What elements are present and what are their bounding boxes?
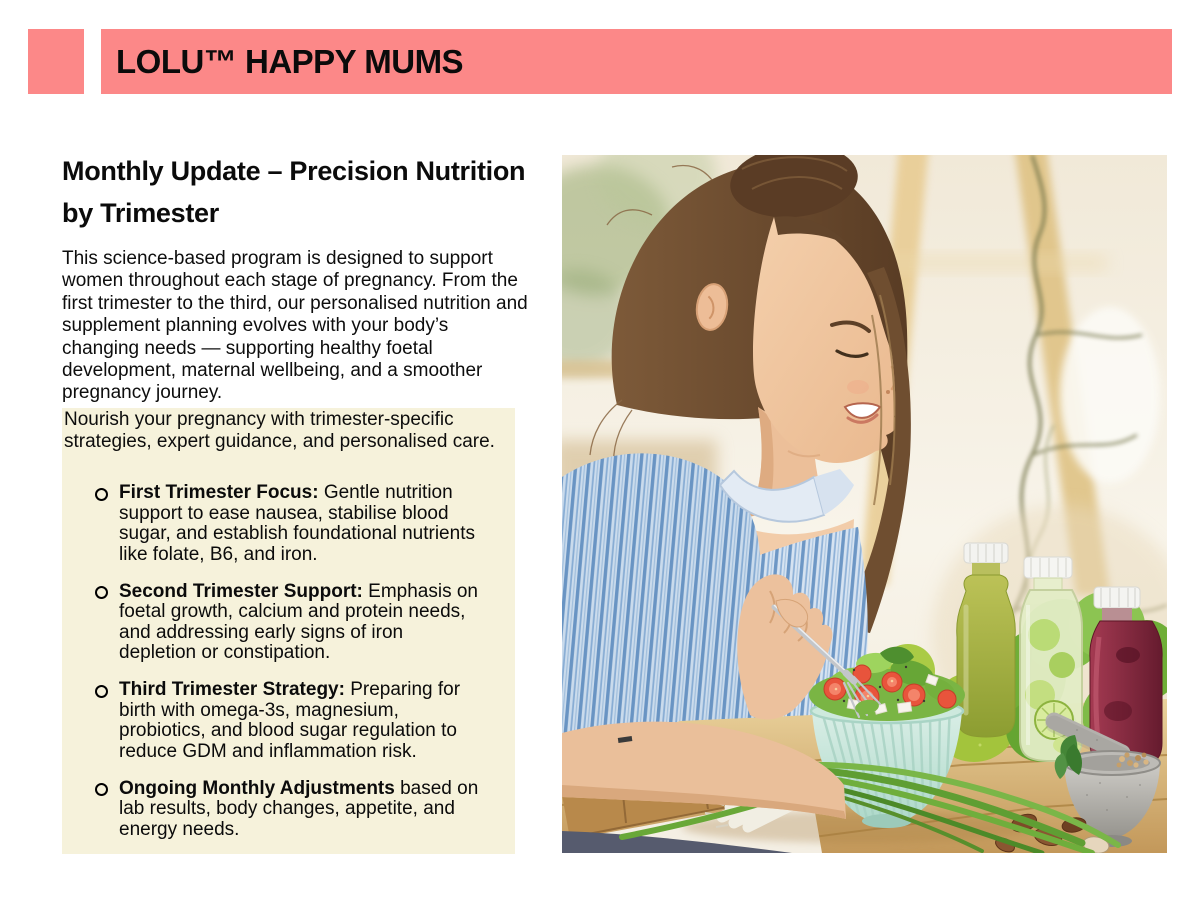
bullet-body-text: based on lab results, body changes, appetite, and energy needs. xyxy=(119,777,479,840)
brand-title: LOLU™ HAPPY MUMS xyxy=(116,42,464,80)
bullet-circle-icon xyxy=(95,783,108,796)
header-accent-square xyxy=(28,29,84,94)
bullet-body-text: Preparing for birth with omega-3s, magnesium, probiotics, and blood sugar regulation to reduce GDM and inflammation risk. xyxy=(119,679,461,762)
bullet-body-text: Gentle nutrition support to ease nausea, stabilise blood sugar, and establish foundational nutrients like folate, B6, and iron. xyxy=(119,482,475,565)
bullet-circle-icon xyxy=(95,685,108,698)
bullet-circle-icon xyxy=(95,488,108,501)
list-item xyxy=(119,680,484,762)
page-title: Monthly Update – Precision Nutrition by Trimester xyxy=(62,156,526,228)
highlight-box xyxy=(62,408,515,854)
list-item xyxy=(119,483,484,565)
bullet-circle-icon xyxy=(95,586,108,599)
bullet-body-text: Emphasis on foetal growth, calcium and protein needs, and addressing early signs of iron depletion or constipation. xyxy=(119,580,478,663)
bullet-lead-text: Second Trimester Support: xyxy=(119,580,363,602)
bullet-lead-text: Third Trimester Strategy: xyxy=(119,679,345,700)
bullet-lead-text: First Trimester Focus: xyxy=(119,482,319,503)
bullet-lead-text: Ongoing Monthly Adjustments xyxy=(119,777,395,799)
content-column xyxy=(62,150,562,405)
intro-paragraph: This science-based program is designed to support women throughout each stage of pregnancy. From the first trimester to the third, our personalised nutrition and supplement planning evolves with your body’s changing needs — supporting healthy foetal development, maternal wellbeing, and a smoother pregnancy journey. xyxy=(62,248,528,404)
list-item xyxy=(119,779,484,841)
header-bar xyxy=(101,29,1172,94)
trimester-list xyxy=(64,483,515,840)
highlight-lead: Nourish your pregnancy with trimester-specific strategies, expert guidance, and personalised care. xyxy=(64,409,495,452)
hero-photo xyxy=(562,155,1167,853)
list-item xyxy=(119,582,484,664)
